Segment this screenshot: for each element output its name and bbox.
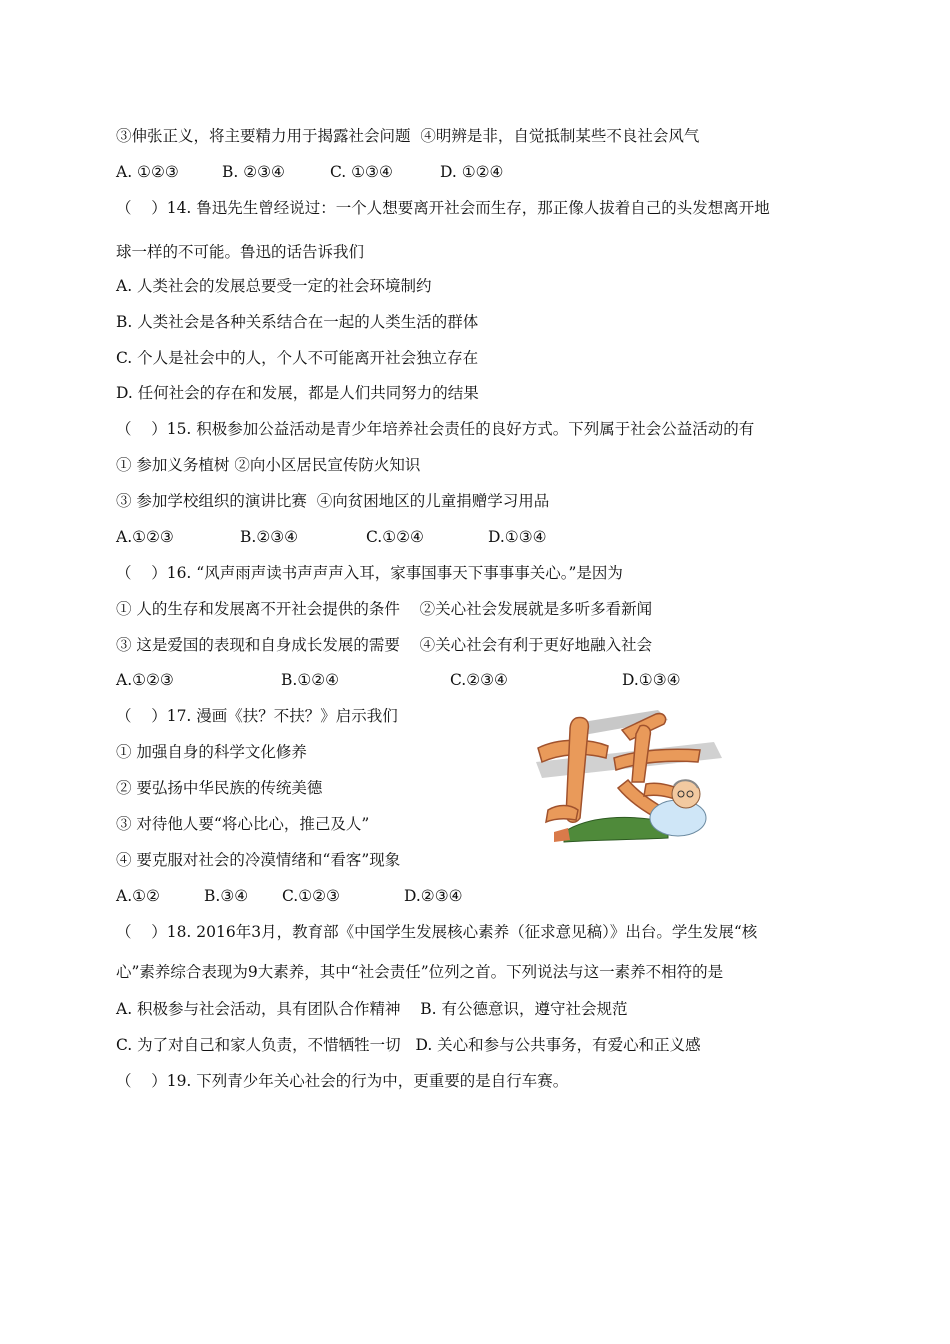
q17-option-d: D.②③④ [404, 887, 463, 905]
q18-options-cd: C. 为了对自己和家人负责，不惜牺牲一切 D. 关心和参与公共事务，有爱心和正义感 [116, 1036, 701, 1054]
q14-stem-cont: 球一样的不可能。鲁迅的话告诉我们 [116, 243, 365, 261]
q17-statement-2: ② 要弘扬中华民族的传统美德 [116, 779, 323, 797]
q14-option-a: A. 人类社会的发展总要受一定的社会环境制约 [116, 277, 432, 295]
q13-statement-3-4: ③伸张正义，将主要精力用于揭露社会问题 ④明辨是非，自觉抵制某些不良社会风气 [116, 127, 700, 145]
q17-option-c: C.①②③ [282, 887, 340, 905]
q13-option-a: A. ①②③ [116, 163, 179, 181]
q14-option-d: D. 任何社会的存在和发展，都是人们共同努力的结果 [116, 384, 479, 402]
q19-stem: （ ）19. 下列青少年关心社会的行为中，更重要的是自行车赛。 [116, 1072, 569, 1090]
q17-statement-4: ④ 要克服对社会的冷漠情绪和“看客”现象 [116, 851, 401, 869]
q13-option-d: D. ①②④ [440, 163, 504, 181]
q13-option-c: C. ①③④ [330, 163, 393, 181]
q17-statement-1: ① 加强自身的科学文化修养 [116, 743, 307, 761]
q15-stem: （ ）15. 积极参加公益活动是青少年培养社会责任的良好方式。下列属于社会公益活动的有 [116, 420, 755, 438]
q16-option-c: C.②③④ [450, 671, 508, 689]
q16-statement-3-4: ③ 这是爱国的表现和自身成长发展的需要 ④关心社会有利于更好地融入社会 [116, 636, 653, 654]
q18-stem: （ ）18. 2016年3月，教育部《中国学生发展核心素养（征求意见稿）》出台。学生发展“核 [116, 923, 758, 941]
q17-stem: （ ）17. 漫画《扶？不扶？》启示我们 [116, 707, 398, 725]
q15-option-b: B.②③④ [240, 528, 299, 546]
q15-statement-1-2: ① 参加义务植树 ②向小区居民宣传防火知识 [116, 456, 421, 474]
q15-option-a: A.①②③ [116, 528, 174, 546]
q16-option-d: D.①③④ [622, 671, 681, 689]
q14-option-c: C. 个人是社会中的人，个人不可能离开社会独立存在 [116, 349, 479, 367]
q13-option-b: B. ②③④ [222, 163, 285, 181]
q15-option-d: D.①③④ [488, 528, 547, 546]
q16-option-a: A.①②③ [116, 671, 174, 689]
cartoon-illustration [518, 700, 736, 844]
q15-option-c: C.①②④ [366, 528, 424, 546]
cartoon-icon [518, 700, 736, 844]
q18-stem-cont: 心”素养综合表现为9大素养，其中“社会责任”位列之首。下列说法与这一素养不相符的是 [116, 963, 724, 981]
q15-statement-3-4: ③ 参加学校组织的演讲比赛 ④向贫困地区的儿童捐赠学习用品 [116, 492, 550, 510]
q14-option-b: B. 人类社会是各种关系结合在一起的人类生活的群体 [116, 313, 479, 331]
q16-statement-1-2: ① 人的生存和发展离不开社会提供的条件 ②关心社会发展就是多听多看新闻 [116, 600, 653, 618]
q16-option-b: B.①②④ [281, 671, 340, 689]
q17-option-a: A.①② [116, 887, 160, 905]
q17-statement-3: ③ 对待他人要“将心比心，推己及人” [116, 815, 370, 833]
q18-options-ab: A. 积极参与社会活动，具有团队合作精神 B. 有公德意识，遵守社会规范 [116, 1000, 628, 1018]
q16-stem: （ ）16. “风声雨声读书声声声入耳，家事国事天下事事事关心。”是因为 [116, 564, 623, 582]
q17-option-b: B.③④ [204, 887, 249, 905]
q14-stem: （ ）14. 鲁迅先生曾经说过：一个人想要离开社会而生存，那正像人拔着自己的头发想离开地 [116, 199, 770, 217]
